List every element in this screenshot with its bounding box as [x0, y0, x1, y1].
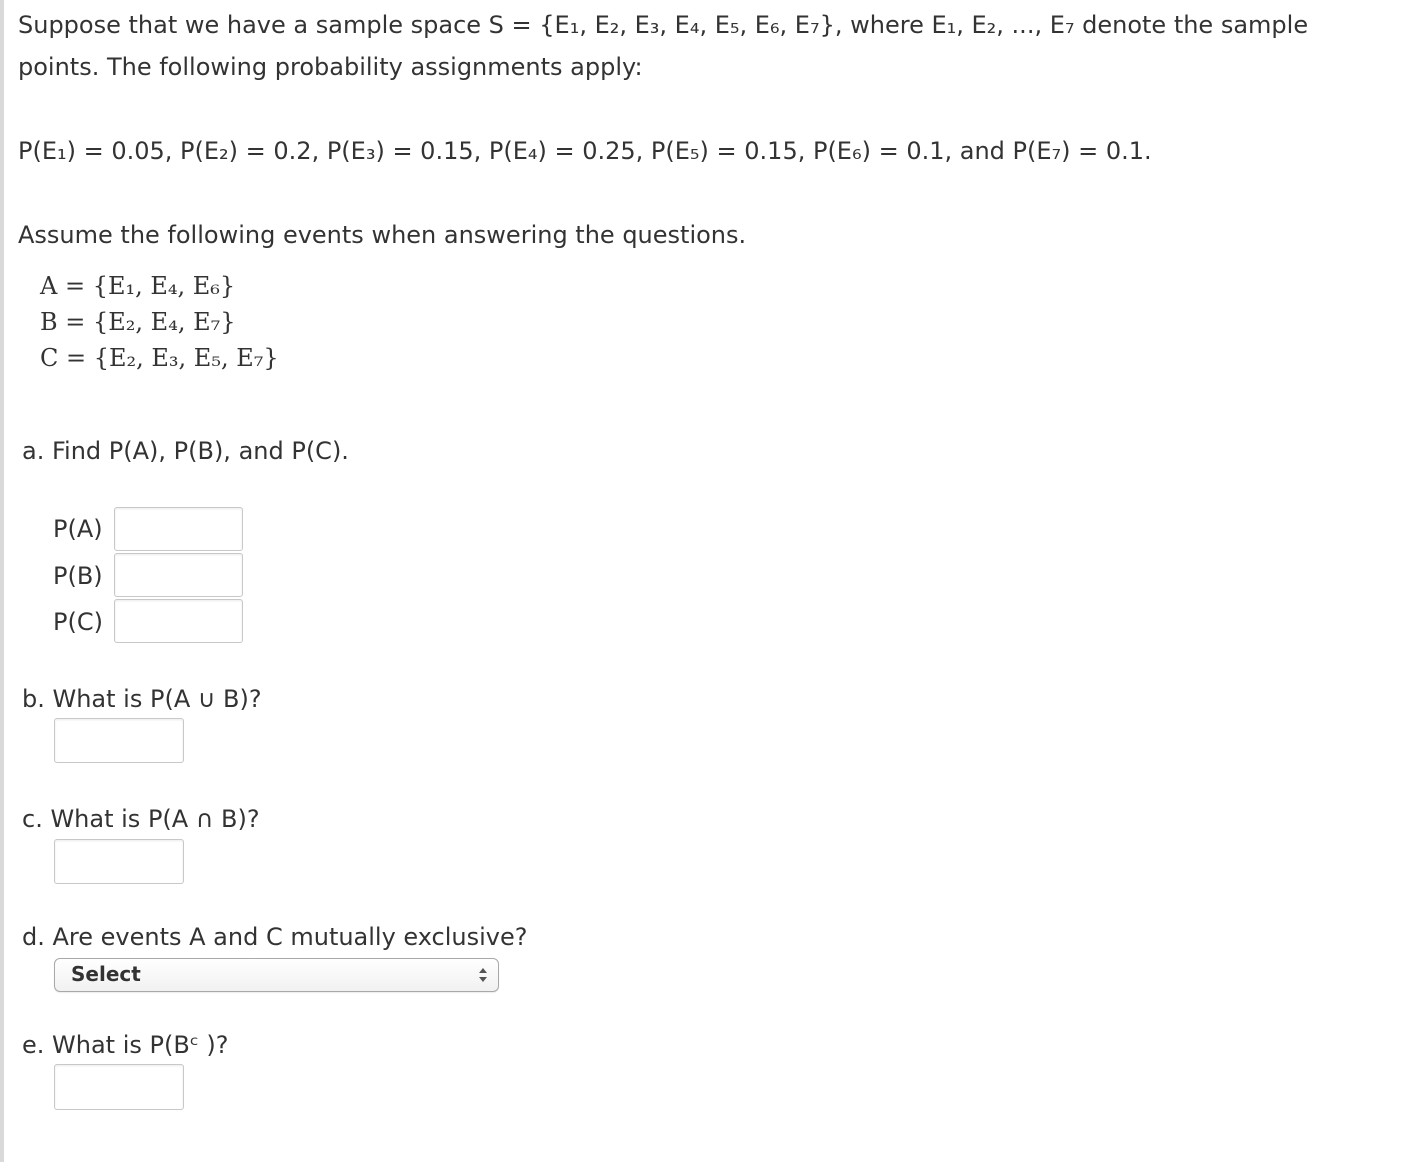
intro-text-2: , where: [834, 11, 932, 39]
intro-line-2: points. The following probability assignments apply:: [18, 53, 643, 81]
intro-line-1: [18, 10, 1308, 40]
label-pb: P(B): [53, 562, 103, 590]
question-e: e. What is P(Bᶜ )?: [22, 1031, 229, 1059]
pa-input[interactable]: [114, 507, 243, 551]
updown-arrow-icon: [478, 965, 488, 985]
left-border: [0, 0, 4, 1162]
pb-input[interactable]: [114, 553, 243, 597]
label-pa: P(A): [53, 515, 103, 543]
event-a: A = {E₁, E₄, E₆}: [40, 272, 236, 300]
union-input[interactable]: [54, 718, 184, 763]
assume-text: Assume the following events when answering the questions.: [18, 221, 747, 249]
intersection-input[interactable]: [54, 839, 184, 884]
complement-input[interactable]: [54, 1064, 184, 1110]
question-c: c. What is P(A ∩ B)?: [22, 805, 260, 833]
sample-points: E₁, E₂, ..., E₇: [931, 11, 1075, 39]
intro-text-3: denote the sample: [1074, 11, 1309, 39]
events-list: [40, 268, 279, 376]
probability-assignments: P(E₁) = 0.05, P(E₂) = 0.2, P(E₃) = 0.15, P(E₄) = 0.25, P(E₅) = 0.15, P(E₆) = 0.1, and P(E₇) = 0.1.: [18, 137, 1152, 165]
event-c: C = {E₂, E₃, E₅, E₇}: [40, 344, 279, 372]
question-a: a. Find P(A), P(B), and P(C).: [22, 437, 349, 465]
select-value: Select: [71, 962, 141, 986]
sample-space-set: S = {E₁, E₂, E₃, E₄, E₅, E₆, E₇}: [488, 11, 835, 39]
question-b: b. What is P(A ∪ B)?: [22, 685, 262, 713]
intro-text-1: Suppose that we have a sample space: [18, 11, 489, 39]
mutually-exclusive-select[interactable]: [54, 958, 499, 992]
question-d: d. Are events A and C mutually exclusive?: [22, 923, 528, 951]
pc-input[interactable]: [114, 599, 243, 643]
event-b: B = {E₂, E₄, E₇}: [40, 308, 236, 336]
label-pc: P(C): [53, 608, 103, 636]
